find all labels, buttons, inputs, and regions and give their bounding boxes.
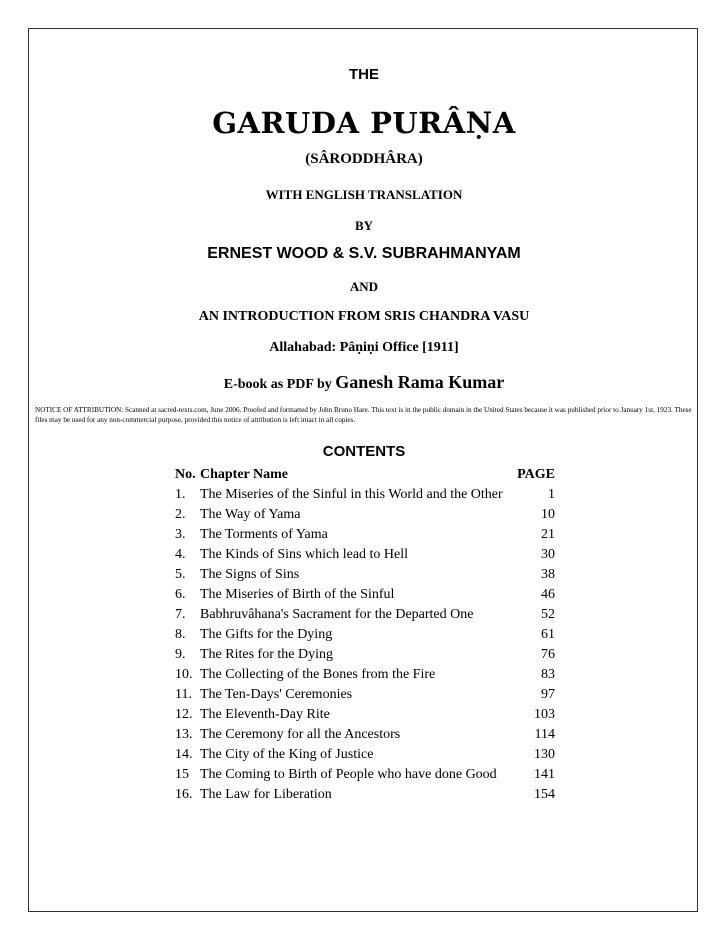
- by-label: BY: [354, 218, 374, 233]
- toc-row: [175, 565, 555, 585]
- toc-row: [175, 545, 555, 565]
- toc-row: [175, 685, 555, 705]
- chapter-title: The Miseries of Birth of the Sinful: [200, 587, 395, 602]
- chapter-number: 4.: [175, 547, 186, 562]
- chapter-number: 7.: [175, 607, 186, 622]
- ebook-author: Ganesh Rama Kumar: [335, 372, 505, 392]
- chapter-page: 141: [534, 767, 555, 782]
- chapter-number: 3.: [175, 527, 186, 542]
- toc-row: [175, 705, 555, 725]
- table-of-contents: [175, 465, 555, 805]
- chapter-title: The Gifts for the Dying: [200, 627, 333, 642]
- introduction-credit: AN INTRODUCTION FROM SRIS CHANDRA VASU: [198, 309, 530, 324]
- chapter-title: The Law for Liberation: [200, 787, 332, 802]
- chapter-title: The Miseries of the Sinful in this World and the Other: [200, 487, 503, 502]
- ebook-prefix: E-book as PDF by: [223, 377, 332, 392]
- and-label: AND: [349, 279, 379, 294]
- chapter-title: The Way of Yama: [200, 507, 301, 522]
- toc-row: [175, 725, 555, 745]
- chapter-page: 114: [534, 727, 555, 742]
- toc-row: [175, 585, 555, 605]
- chapter-page: 76: [541, 647, 555, 662]
- ebook-credit: [0, 372, 728, 393]
- toc-rows: [175, 485, 555, 805]
- toc-row: [175, 485, 555, 505]
- chapter-page: 103: [534, 707, 555, 722]
- toc-row: [175, 605, 555, 625]
- chapter-page: 10: [541, 507, 555, 522]
- chapter-number: 11.: [175, 687, 192, 702]
- book-title: GARUDA PURÂṆA: [212, 106, 516, 140]
- chapter-title: The City of the King of Justice: [200, 747, 374, 762]
- chapter-title: The Collecting of the Bones from the Fire: [200, 667, 436, 682]
- toc-row: [175, 505, 555, 525]
- chapter-page: 83: [541, 667, 555, 682]
- chapter-page: 38: [541, 567, 555, 582]
- toc-row: [175, 745, 555, 765]
- chapter-title: The Signs of Sins: [200, 567, 300, 582]
- chapter-title: The Ceremony for all the Ancestors: [200, 727, 401, 742]
- book-subtitle: (SÂRODDHÂRA): [305, 151, 423, 167]
- title-the: THE: [349, 66, 379, 83]
- chapter-number: 15: [175, 767, 189, 782]
- chapter-page: 1: [548, 487, 555, 502]
- chapter-number: 10.: [175, 667, 193, 682]
- toc-header: No. Chapter Name PAGE: [175, 465, 555, 485]
- chapter-number: 12.: [175, 707, 193, 722]
- chapter-number: 5.: [175, 567, 186, 582]
- chapter-title: The Torments of Yama: [200, 527, 328, 542]
- chapter-title: The Eleventh-Day Rite: [200, 707, 330, 722]
- toc-row: [175, 785, 555, 805]
- chapter-page: 21: [541, 527, 555, 542]
- contents-heading: CONTENTS: [322, 443, 406, 460]
- translation-note: WITH ENGLISH TRANSLATION: [265, 187, 463, 202]
- chapter-title: The Kinds of Sins which lead to Hell: [200, 547, 409, 562]
- col-chapter-name: Chapter Name: [200, 467, 289, 482]
- chapter-number: 6.: [175, 587, 186, 602]
- chapter-page: 97: [541, 687, 555, 702]
- chapter-page: 52: [541, 607, 555, 622]
- chapter-title: The Rites for the Dying: [200, 647, 333, 662]
- attribution-notice: NOTICE OF ATTRIBUTION: Scanned at sacred-texts.com, June 2006. Proofed and formatted by John Bruno Hare. This text is in the public domain in the United States because it was published prior to January 1st, 1923. These files may be used for any non-commercial purpose, provided this notice of attribution is left intact in all copies.: [35, 406, 692, 424]
- chapter-number: 1.: [175, 487, 186, 502]
- chapter-page: 46: [541, 587, 555, 602]
- toc-row: [175, 665, 555, 685]
- chapter-title: The Ten-Days' Ceremonies: [200, 687, 353, 702]
- chapter-number: 2.: [175, 507, 186, 522]
- toc-row: [175, 645, 555, 665]
- toc-row: [175, 525, 555, 545]
- chapter-page: 130: [534, 747, 555, 762]
- publisher: Allahabad: Pâṇiṇi Office [1911]: [269, 340, 459, 355]
- chapter-page: 154: [534, 787, 555, 802]
- chapter-page: 61: [541, 627, 555, 642]
- chapter-number: 14.: [175, 747, 193, 762]
- chapter-page: 30: [541, 547, 555, 562]
- chapter-number: 13.: [175, 727, 193, 742]
- toc-row: [175, 765, 555, 785]
- chapter-number: 9.: [175, 647, 186, 662]
- chapter-number: 16.: [175, 787, 193, 802]
- col-page: PAGE: [517, 467, 555, 482]
- toc-row: [175, 625, 555, 645]
- authors: ERNEST WOOD & S.V. SUBRAHMANYAM: [207, 245, 521, 262]
- chapter-number: 8.: [175, 627, 186, 642]
- chapter-title: The Coming to Birth of People who have done Good: [200, 767, 497, 782]
- chapter-title: Babhruvâhana's Sacrament for the Departed One: [200, 607, 474, 622]
